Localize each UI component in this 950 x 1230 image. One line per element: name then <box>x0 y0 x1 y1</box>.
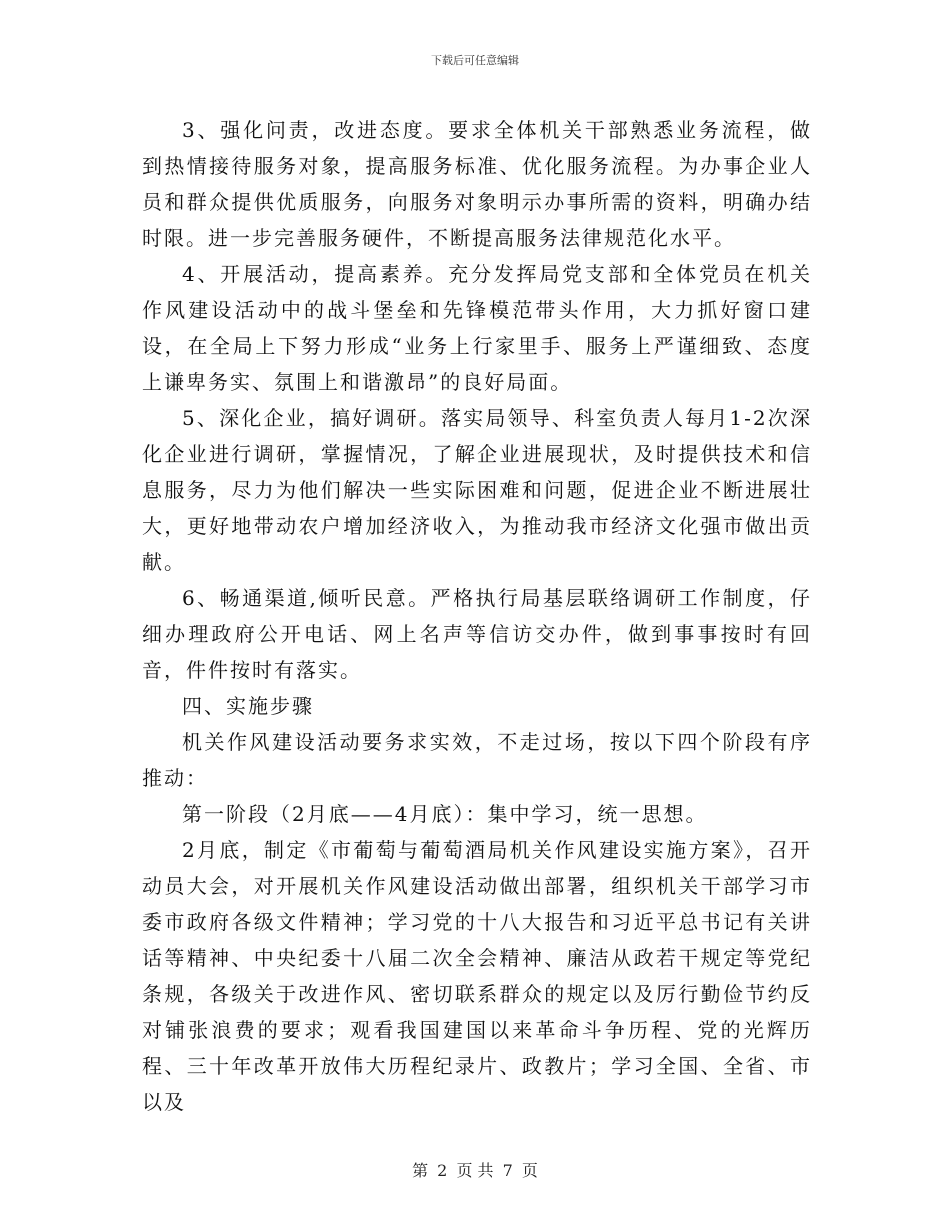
stage-one-heading: 第一阶段（2月底——4月底）：集中学习，统一思想。 <box>182 802 708 826</box>
footer-suffix: 页 <box>521 1161 538 1180</box>
current-page-number: 2 <box>437 1161 448 1180</box>
paragraph-item-6: 6、畅通渠道,倾听民意。严格执行局基层联络调研工作制度，仔细办理政府公开电话、网上名声等信访交办件，做到事事按时有回音，件件按时有落实。 <box>142 586 812 682</box>
paragraph-stage-one-details: 2月底，制定《市葡萄与葡萄酒局机关作风建设实施方案》，召开动员大会，对开展机关作风建设活动做出部署，组织机关干部学习市委市政府各级文件精神；学习党的十八大报告和习近平总书记有关讲话等精神、中央纪委十八届二次全会精神、廉洁从政若干规定等党纪条规，各级关于改进作风、密切联系群众的规定以及厉行勤俭节约反对铺张浪费的要求；观看我国建国以来革命斗争历程、党的光辉历程、三十年改革开放伟大历程纪录片、政教片；学习全国、全省、市以及 <box>142 838 812 1114</box>
paragraph-intro-stages: 机关作风建设活动要务求实效，不走过场，按以下四个阶段有序推动： <box>142 730 812 790</box>
footer-mid: 页 共 <box>456 1161 494 1180</box>
total-pages-number: 7 <box>502 1161 513 1180</box>
page-footer <box>0 1158 950 1181</box>
paragraph-item-4: 4、开展活动，提高素养。充分发挥局党支部和全体党员在机关作风建设活动中的战斗堡垒和先锋模范带头作用，大力抓好窗口建设，在全局上下努力形成“业务上行家里手、服务上严谨细致、态度上谦卑务实、氛围上和谐激昂”的良好局面。 <box>142 262 812 394</box>
page-header-note: 下载后可任意编辑 <box>431 54 519 67</box>
footer-prefix: 第 <box>412 1161 429 1180</box>
document-body <box>142 112 812 1120</box>
paragraph-item-3: 3、强化问责，改进态度。要求全体机关干部熟悉业务流程，做到热情接待服务对象，提高服务标准、优化服务流程。为办事企业人员和群众提供优质服务，向服务对象明示办事所需的资料，明确办结时限。进一步完善服务硬件，不断提高服务法律规范化水平。 <box>142 118 812 250</box>
paragraph-item-5: 5、深化企业，搞好调研。落实局领导、科室负责人每月1-2次深化企业进行调研，掌握情况，了解企业进展现状，及时提供技术和信息服务，尽力为他们解决一些实际困难和问题，促进企业不断进展壮大，更好地带动农户增加经济收入，为推动我市经济文化强市做出贡献。 <box>142 406 812 574</box>
section-heading-implementation-steps: 四、实施步骤 <box>182 694 314 718</box>
